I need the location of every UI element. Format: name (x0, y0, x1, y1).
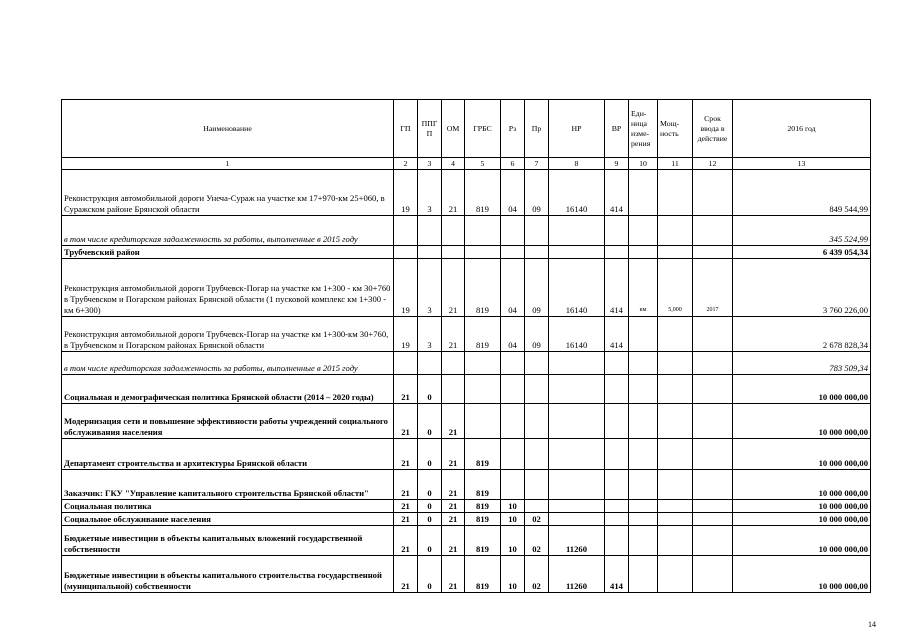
row-grbs: 819 (465, 556, 501, 593)
row-term (693, 470, 733, 500)
row-amount: 10 000 000,00 (733, 526, 871, 556)
row-power (658, 246, 693, 259)
row-grbs: 819 (465, 439, 501, 470)
row-gp (394, 246, 418, 259)
row-pr: 09 (525, 259, 549, 317)
row-nr: 16140 (549, 170, 605, 216)
row-rz: 10 (501, 500, 525, 513)
row-pr (525, 375, 549, 404)
row-gp: 21 (394, 556, 418, 593)
table-row (62, 216, 871, 246)
row-rz: 10 (501, 513, 525, 526)
row-grbs: 819 (465, 470, 501, 500)
row-pr (525, 216, 549, 246)
row-gp: 21 (394, 526, 418, 556)
table-row (62, 317, 871, 352)
row-vr (605, 439, 629, 470)
row-unit (629, 500, 658, 513)
column-number: 7 (525, 158, 549, 170)
row-amount: 10 000 000,00 (733, 556, 871, 593)
page-number: 14 (868, 620, 876, 629)
row-unit (629, 404, 658, 439)
row-om: 21 (442, 500, 465, 513)
row-grbs (465, 375, 501, 404)
row-grbs (465, 404, 501, 439)
row-ppgp: 3 (418, 170, 442, 216)
row-pr (525, 404, 549, 439)
row-vr: 414 (605, 317, 629, 352)
column-number: 1 (62, 158, 394, 170)
row-grbs: 819 (465, 500, 501, 513)
row-term (693, 404, 733, 439)
row-term (693, 170, 733, 216)
row-om: 21 (442, 317, 465, 352)
row-ppgp: 3 (418, 317, 442, 352)
row-power (658, 216, 693, 246)
row-pr (525, 470, 549, 500)
table-row (62, 259, 871, 317)
header-row (62, 100, 871, 158)
row-nr (549, 246, 605, 259)
table-row (62, 170, 871, 216)
row-rz: 04 (501, 259, 525, 317)
row-name: Заказчик: ГКУ "Управление капитального строительства Брянской области" (62, 470, 394, 500)
row-vr: 414 (605, 259, 629, 317)
row-unit (629, 513, 658, 526)
row-vr (605, 526, 629, 556)
column-number-row (62, 158, 871, 170)
row-ppgp: 0 (418, 375, 442, 404)
row-amount: 2 678 828,34 (733, 317, 871, 352)
row-name: Социальная политика (62, 500, 394, 513)
row-name: Реконструкция автомобильной дороги Унеча-Сураж на участке км 17+970-км 25+060, в Суражском районе Брянской области (62, 170, 394, 216)
column-number: 6 (501, 158, 525, 170)
row-gp: 21 (394, 439, 418, 470)
row-name: Трубчевский район (62, 246, 394, 259)
row-vr: 414 (605, 556, 629, 593)
row-power (658, 404, 693, 439)
row-ppgp: 0 (418, 470, 442, 500)
column-number: 4 (442, 158, 465, 170)
row-term (693, 500, 733, 513)
row-rz: 10 (501, 526, 525, 556)
row-ppgp (418, 216, 442, 246)
table-row (62, 352, 871, 375)
row-amount: 10 000 000,00 (733, 500, 871, 513)
row-grbs: 819 (465, 513, 501, 526)
table-row (62, 246, 871, 259)
column-number: 2 (394, 158, 418, 170)
row-name: Модернизация сети и повышение эффективности работы учреждений социального обслуживания населения (62, 404, 394, 439)
row-unit (629, 556, 658, 593)
row-pr (525, 352, 549, 375)
column-number: 12 (693, 158, 733, 170)
header-ppgp: ППГ П (418, 100, 442, 158)
budget-table (61, 99, 871, 593)
row-rz (501, 216, 525, 246)
table-body (62, 170, 871, 593)
header-pr: Пр (525, 100, 549, 158)
row-vr (605, 470, 629, 500)
row-power (658, 317, 693, 352)
row-om: 21 (442, 170, 465, 216)
row-vr (605, 500, 629, 513)
row-ppgp: 0 (418, 439, 442, 470)
row-amount: 10 000 000,00 (733, 375, 871, 404)
row-om: 21 (442, 526, 465, 556)
header-grbs: ГРБС (465, 100, 501, 158)
row-ppgp: 0 (418, 556, 442, 593)
row-rz: 04 (501, 317, 525, 352)
row-pr: 02 (525, 556, 549, 593)
row-name: Реконструкция автомобильной дороги Трубчевск-Погар на участке км 1+300-км 30+760, в Трубчевском и Погарском районах Брянской области (62, 317, 394, 352)
row-grbs (465, 246, 501, 259)
header-year: 2016 год (733, 100, 871, 158)
row-unit (629, 216, 658, 246)
row-ppgp: 0 (418, 500, 442, 513)
header-name: Наименование (62, 100, 394, 158)
row-unit (629, 375, 658, 404)
row-amount: 10 000 000,00 (733, 513, 871, 526)
row-gp: 19 (394, 170, 418, 216)
row-rz (501, 439, 525, 470)
row-amount: 3 760 226,00 (733, 259, 871, 317)
row-ppgp: 0 (418, 513, 442, 526)
row-nr (549, 216, 605, 246)
column-number: 9 (605, 158, 629, 170)
row-ppgp: 0 (418, 526, 442, 556)
row-gp: 21 (394, 513, 418, 526)
row-grbs: 819 (465, 170, 501, 216)
row-amount: 10 000 000,00 (733, 404, 871, 439)
row-unit (629, 439, 658, 470)
column-number: 11 (658, 158, 693, 170)
row-om (442, 216, 465, 246)
row-om: 21 (442, 259, 465, 317)
row-term (693, 526, 733, 556)
row-term (693, 317, 733, 352)
row-pr (525, 439, 549, 470)
row-amount: 10 000 000,00 (733, 470, 871, 500)
row-om: 21 (442, 404, 465, 439)
row-amount: 345 524,99 (733, 216, 871, 246)
row-gp (394, 216, 418, 246)
row-name: Реконструкция автомобильной дороги Трубчевск-Погар на участке км 1+300 - км 30+760 в Трубчевском и Погарском районах Брянской области (1 пусковой комплекс км 1+300 - км 6+300) (62, 259, 394, 317)
row-term (693, 439, 733, 470)
row-vr (605, 352, 629, 375)
row-unit (629, 352, 658, 375)
table-row (62, 500, 871, 513)
row-rz: 04 (501, 170, 525, 216)
row-gp: 21 (394, 470, 418, 500)
column-number: 3 (418, 158, 442, 170)
row-pr: 09 (525, 170, 549, 216)
table-row (62, 526, 871, 556)
row-vr (605, 216, 629, 246)
header-om: ОМ (442, 100, 465, 158)
row-term (693, 375, 733, 404)
row-name: Социальное обслуживание населения (62, 513, 394, 526)
table-row (62, 470, 871, 500)
row-unit (629, 470, 658, 500)
row-vr (605, 513, 629, 526)
table-row (62, 513, 871, 526)
row-amount: 849 544,99 (733, 170, 871, 216)
column-number: 13 (733, 158, 871, 170)
row-gp (394, 352, 418, 375)
row-power (658, 352, 693, 375)
row-power (658, 526, 693, 556)
row-ppgp (418, 352, 442, 375)
row-name: Бюджетные инвестиции в объекты капитального строительства государственной (муниципальной) собственности (62, 556, 394, 593)
row-pr (525, 500, 549, 513)
row-unit (629, 317, 658, 352)
row-power (658, 375, 693, 404)
table-row (62, 556, 871, 593)
row-unit (629, 170, 658, 216)
row-term (693, 246, 733, 259)
row-om (442, 246, 465, 259)
row-term (693, 556, 733, 593)
row-term: 2017 (693, 259, 733, 317)
row-name: Социальная и демографическая политика Брянской области (2014 – 2020 годы) (62, 375, 394, 404)
header-vr: ВР (605, 100, 629, 158)
header-power: Мощ- ность (658, 100, 693, 158)
row-om: 21 (442, 556, 465, 593)
row-name: Бюджетные инвестиции в объекты капитальных вложений государственной собственности (62, 526, 394, 556)
row-power (658, 513, 693, 526)
row-power (658, 439, 693, 470)
row-vr: 414 (605, 170, 629, 216)
row-unit (629, 246, 658, 259)
row-pr: 02 (525, 513, 549, 526)
row-nr: 11260 (549, 526, 605, 556)
row-amount: 10 000 000,00 (733, 439, 871, 470)
table-row (62, 404, 871, 439)
row-rz (501, 246, 525, 259)
row-power (658, 500, 693, 513)
row-grbs (465, 352, 501, 375)
row-nr (549, 470, 605, 500)
row-term (693, 352, 733, 375)
row-name: в том числе кредиторская задолженность за работы, выполненные в 2015 году (62, 216, 394, 246)
row-vr (605, 404, 629, 439)
row-gp: 19 (394, 259, 418, 317)
row-power: 5,000 (658, 259, 693, 317)
row-ppgp: 3 (418, 259, 442, 317)
row-nr: 11260 (549, 556, 605, 593)
row-vr (605, 375, 629, 404)
row-rz (501, 404, 525, 439)
row-grbs (465, 216, 501, 246)
row-nr (549, 439, 605, 470)
row-nr (549, 513, 605, 526)
row-power (658, 470, 693, 500)
row-amount: 783 509,34 (733, 352, 871, 375)
header-gp: ГП (394, 100, 418, 158)
row-unit: км (629, 259, 658, 317)
row-gp: 21 (394, 375, 418, 404)
row-vr (605, 246, 629, 259)
row-ppgp: 0 (418, 404, 442, 439)
row-rz (501, 470, 525, 500)
row-grbs: 819 (465, 259, 501, 317)
row-ppgp (418, 246, 442, 259)
row-rz (501, 352, 525, 375)
header-nr: НР (549, 100, 605, 158)
column-number: 8 (549, 158, 605, 170)
row-nr (549, 500, 605, 513)
table-row (62, 375, 871, 404)
row-term (693, 216, 733, 246)
row-rz (501, 375, 525, 404)
header-unit: Еди- ница изме- рения (629, 100, 658, 158)
row-om: 21 (442, 470, 465, 500)
row-nr (549, 404, 605, 439)
row-gp: 19 (394, 317, 418, 352)
row-om (442, 375, 465, 404)
row-gp: 21 (394, 404, 418, 439)
row-power (658, 170, 693, 216)
row-om (442, 352, 465, 375)
row-rz: 10 (501, 556, 525, 593)
table-row (62, 439, 871, 470)
row-nr (549, 352, 605, 375)
row-pr: 09 (525, 317, 549, 352)
row-name: в том числе кредиторская задолженность за работы, выполненные в 2015 году (62, 352, 394, 375)
row-pr (525, 246, 549, 259)
row-om: 21 (442, 513, 465, 526)
row-unit (629, 526, 658, 556)
row-grbs: 819 (465, 526, 501, 556)
row-nr: 16140 (549, 259, 605, 317)
header-term: Срок ввода в действие (693, 100, 733, 158)
row-amount: 6 439 054,34 (733, 246, 871, 259)
row-pr: 02 (525, 526, 549, 556)
column-number: 10 (629, 158, 658, 170)
row-gp: 21 (394, 500, 418, 513)
row-nr (549, 375, 605, 404)
header-rz: Рз (501, 100, 525, 158)
row-om: 21 (442, 439, 465, 470)
row-term (693, 513, 733, 526)
column-number: 5 (465, 158, 501, 170)
row-nr: 16140 (549, 317, 605, 352)
row-power (658, 556, 693, 593)
row-grbs: 819 (465, 317, 501, 352)
row-name: Департамент строительства и архитектуры Брянской области (62, 439, 394, 470)
